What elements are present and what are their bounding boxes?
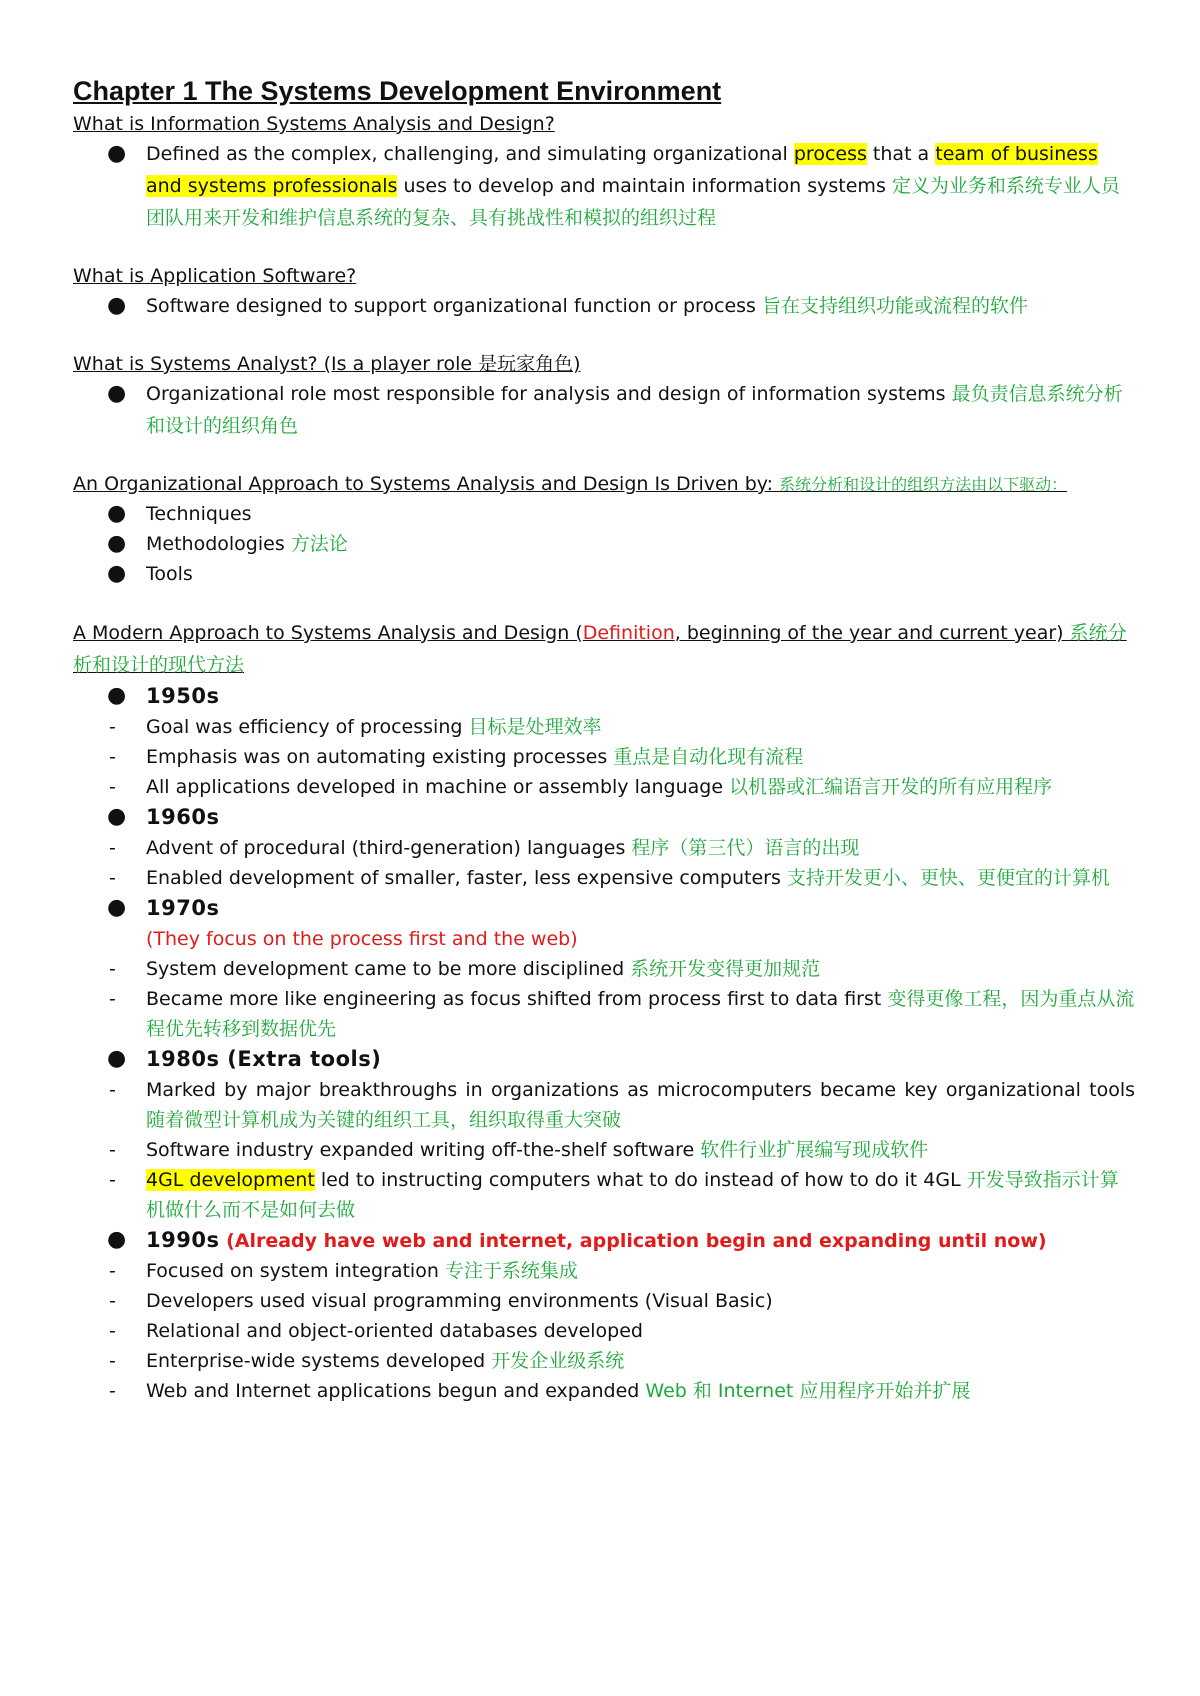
list-item: - Developers used visual programming environments (Visual Basic) [109, 1290, 773, 1312]
decade-item-1970s: ● 1970s [73, 893, 1135, 924]
bullet-icon: ● [107, 531, 127, 556]
list-item: - System development came to be more disciplined 系统开发变得更加规范 [109, 958, 821, 980]
list-item: - Became more like engineering as focus shifted from process first to data first 变得更像工程，因为重点从流程优先转移到数据优先 [109, 988, 1135, 1040]
list-item: - Marked by major breakthroughs in organizations as microcomputers became key organizational tools 随着微型计算机成为关键的组织工具，组织取得重大突破 [109, 1079, 1135, 1131]
highlighted-text: team of business and systems professionals [146, 143, 1098, 197]
bullet-icon: ● [107, 1227, 127, 1252]
chinese-translation: 定义为业务和系统专业人员团队用来开发和维护信息系统的复杂、具有挑战性和模拟的组织过程 [146, 175, 1120, 229]
bullet-icon: ● [107, 501, 127, 526]
highlighted-text: process [793, 143, 867, 165]
bullet-icon: ● [107, 293, 127, 318]
list-item: ● Tools [73, 559, 1135, 589]
list-item: - Software industry expanded writing off-the-shelf software 软件行业扩展编写现成软件 [109, 1139, 929, 1161]
list-item: - All applications developed in machine or assembly language 以机器或汇编语言开发的所有应用程序 [109, 776, 1053, 798]
list-item: ● Organizational role most responsible for analysis and design of information systems 最负责信息系统分析和设计的组织角色 [73, 378, 1135, 442]
bullet-icon: ● [107, 561, 127, 586]
list-item: - Advent of procedural (third-generation) languages 程序（第三代）语言的出现 [109, 837, 860, 859]
list-item: - 4GL development led to instructing computers what to do instead of how to do it 4GL 开发导致指示计算机做什么而不是如何去做 [109, 1169, 1119, 1221]
list-item: - Web and Internet applications begun and expanded Web 和 Internet 应用程序开始并扩展 [109, 1380, 971, 1402]
bullet-icon: ● [107, 381, 127, 406]
decade-item-1950s: ● 1950s [73, 681, 1135, 712]
list-item: - Enabled development of smaller, faster, less expensive computers 支持开发更小、更快、更便宜的计算机 [109, 867, 1110, 889]
bullet-icon: ● [107, 895, 127, 920]
list-item: ● Defined as the complex, challenging, and simulating organizational process that a team of business and systems professionals uses to develop and maintain information systems 定义为业务和系统专业人员团队用来开发和维护信息系统的复杂、具有挑战性和模拟的组织过程 [73, 138, 1135, 234]
list-item: ● Techniques [73, 499, 1135, 529]
list-item: ● Software designed to support organizational function or process 旨在支持组织功能或流程的软件 [73, 290, 1135, 322]
bullet-icon: ● [107, 141, 127, 166]
chapter-title: Chapter 1 The Systems Development Environment [73, 76, 722, 106]
section-heading-systems-analyst: What is Systems Analyst? (Is a player role 是玩家角色) [73, 353, 581, 375]
decade-note: (They focus on the process first and the web) [146, 928, 578, 950]
decade-note: (Already have web and internet, application begin and expanding until now) [219, 1230, 1047, 1252]
chinese-translation: 系统分析和设计的组织方法由以下驱动： [779, 475, 1068, 494]
section-heading-org-approach: An Organizational Approach to Systems Analysis and Design Is Driven by: 系统分析和设计的组织方法由以下驱动： [73, 473, 1068, 495]
chinese-translation: 旨在支持组织功能或流程的软件 [762, 295, 1029, 317]
list-item: - Focused on system integration 专注于系统集成 [109, 1260, 578, 1282]
section-heading-app-software: What is Application Software? [73, 265, 357, 287]
decade-item-1960s: ● 1960s [73, 802, 1135, 833]
section-heading-isad: What is Information Systems Analysis and Design? [73, 113, 555, 135]
list-item: - Emphasis was on automating existing processes 重点是自动化现有流程 [109, 746, 804, 768]
decade-item-1990s: ● 1990s (Already have web and internet, application begin and expanding until now) [73, 1225, 1135, 1256]
highlighted-text: 4GL development [146, 1169, 315, 1191]
chinese-translation: 系统分析和设计的现代方法 [73, 622, 1127, 676]
list-item: - Enterprise-wide systems developed 开发企业级系统 [109, 1350, 625, 1372]
list-item: - Relational and object-oriented databases developed [109, 1320, 643, 1342]
chinese-translation: 最负责信息系统分析和设计的组织角色 [146, 383, 1123, 437]
list-item: ● Methodologies 方法论 [73, 529, 1135, 559]
bullet-icon: ● [107, 804, 127, 829]
document-page [73, 72, 1135, 1406]
bullet-icon: ● [107, 683, 127, 708]
bullet-icon: ● [107, 1046, 127, 1071]
chinese-translation: 方法论 [290, 533, 348, 555]
list-item: - Goal was efficiency of processing 目标是处理效率 [109, 716, 602, 738]
decade-item-1980s: ● 1980s (Extra tools) [73, 1044, 1135, 1075]
section-heading-modern-approach: A Modern Approach to Systems Analysis and Design (Definition, beginning of the year and current year) 系统分析和设计的现代方法 [73, 622, 1127, 676]
